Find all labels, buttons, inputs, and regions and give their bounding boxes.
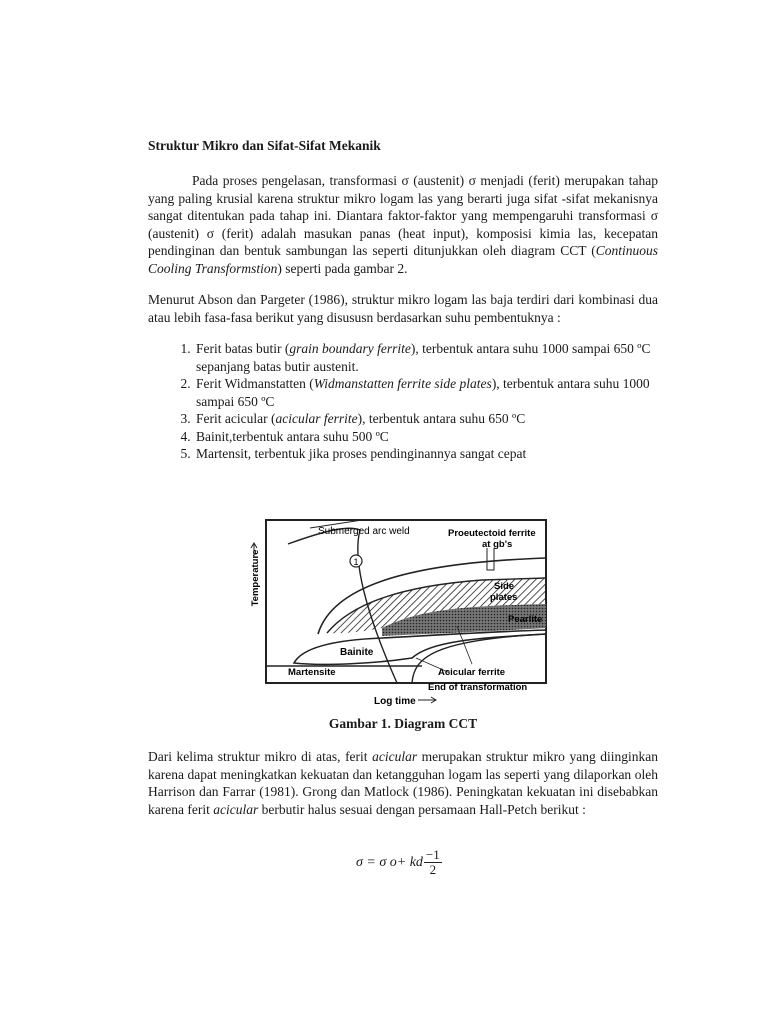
lower-text-block: [148, 748, 658, 832]
section-heading: Struktur Mikro dan Sifat-Sifat Mekanik: [148, 138, 381, 153]
list-item: [194, 375, 658, 410]
side-plates-label-2: plates: [490, 592, 518, 603]
list-item: [194, 410, 658, 428]
end-label: End of transformation: [428, 682, 528, 693]
list-item-text: Ferit acicular (: [196, 411, 276, 426]
y-axis-label: Temperature: [250, 549, 261, 607]
list-item-text: Ferit batas butir (: [196, 341, 290, 356]
list-item-text: Martensit, terbentuk jika proses pendinginannya sangat cepat: [196, 446, 527, 461]
formula-exponent: [424, 848, 442, 877]
paragraph-1: [148, 172, 658, 277]
list-item-emphasis: acicular ferrite: [275, 411, 358, 426]
formula-numerator: −1: [425, 847, 440, 862]
list-item-text: Ferit Widmanstatten (: [196, 376, 314, 391]
formula-lhs: σ = σ o+ kd: [356, 854, 423, 870]
x-axis-label: Log time: [374, 696, 416, 707]
paragraph-1-emphasis: Continuous Cooling Transformstion: [148, 243, 658, 276]
list-item-emphasis: grain boundary ferrite: [289, 341, 411, 356]
formula-denominator: 2: [429, 862, 437, 877]
list-item-text: ), terbentuk antara suhu 1000 sampai 650 ºC sepanjang batas butir austenit.: [196, 341, 651, 374]
proeutectoid-pointer: [487, 548, 494, 570]
paragraph-1-text-b: ) seperti pada gambar 2.: [277, 260, 408, 276]
hall-petch-formula: [356, 848, 442, 877]
weld-label: Submerged arc weld: [318, 526, 410, 537]
list-item: [194, 428, 658, 446]
paragraph-3-text-a: Dari kelima struktur mikro di atas, ferit: [148, 749, 373, 764]
figure-caption: Gambar 1. Diagram CCT: [328, 716, 478, 731]
cct-diagram: [232, 508, 588, 708]
list-item-text: ), terbentuk antara suhu 650 ºC: [357, 411, 526, 426]
martensite-label: Martensite: [288, 667, 336, 678]
x-axis-arrow-icon: [418, 697, 436, 703]
pearlite-label: Pearlite: [508, 614, 543, 625]
paragraph-3-emphasis-a: acicular: [372, 749, 418, 764]
list-item: [194, 445, 658, 463]
upper-text-block: [148, 138, 658, 463]
paragraph-3: [148, 748, 658, 818]
acicular-label: Acicular ferrite: [438, 667, 506, 678]
paragraph-3-text-b: merupakan struktur mikro yang diinginkan karena dapat meningkatkan kekuatan dan ketangguhan logam las seperti yang dilaporkan oleh Harrison dan Farrar (1981). Grong dan Matlock (1986). Peningkatan kekuatan ini disebabkan karena ferit: [148, 749, 658, 817]
list-item-text: Bainit,terbentuk antara suhu 500 ºC: [196, 428, 389, 444]
bainite-label: Bainite: [340, 647, 374, 658]
circle-marker-label: 1: [353, 557, 359, 567]
proeutectoid-label: Proeutectoid ferrite: [448, 528, 536, 539]
bainite-region: [294, 630, 546, 664]
paragraph-1-text-a: Pada proses pengelasan, transformasi σ (austenit) σ menjadi (ferit) merupakan tahap yang paling krusial karena struktur mikro logam las yang berarti juga sifat -sifat mekanisnya sangat ditentukan pada tahap ini. Diantara faktor-faktor yang mempengaruhi transformasi σ (austenit) σ (ferit) adalah masukan panas (heat input), komposisi kimia las, kecepatan pendinginan dan bentuk sambungan las seperti ditunjukkan oleh diagram CCT (: [148, 173, 658, 258]
side-plates-label: Side: [494, 581, 515, 592]
list-item: [194, 340, 658, 375]
list-item-emphasis: Widmanstatten ferrite side plates: [313, 376, 492, 391]
paragraph-2: Menurut Abson dan Pargeter (1986), struktur mikro logam las baja terdiri dari kombinasi dua atau lebih fasa-fasa berikut yang disususn berdasarkan suhu pembentuknya :: [148, 292, 658, 325]
list-item-text: ), terbentuk antara suhu 1000 sampai 650 ºC: [196, 376, 650, 409]
proeutectoid-label-2: at gb's: [482, 539, 513, 550]
paragraph-3-emphasis-b: acicular: [213, 801, 259, 817]
phase-list: [148, 340, 658, 463]
paragraph-3-text-c: berbutir halus sesuai dengan persamaan Hall-Petch berikut :: [258, 801, 586, 817]
